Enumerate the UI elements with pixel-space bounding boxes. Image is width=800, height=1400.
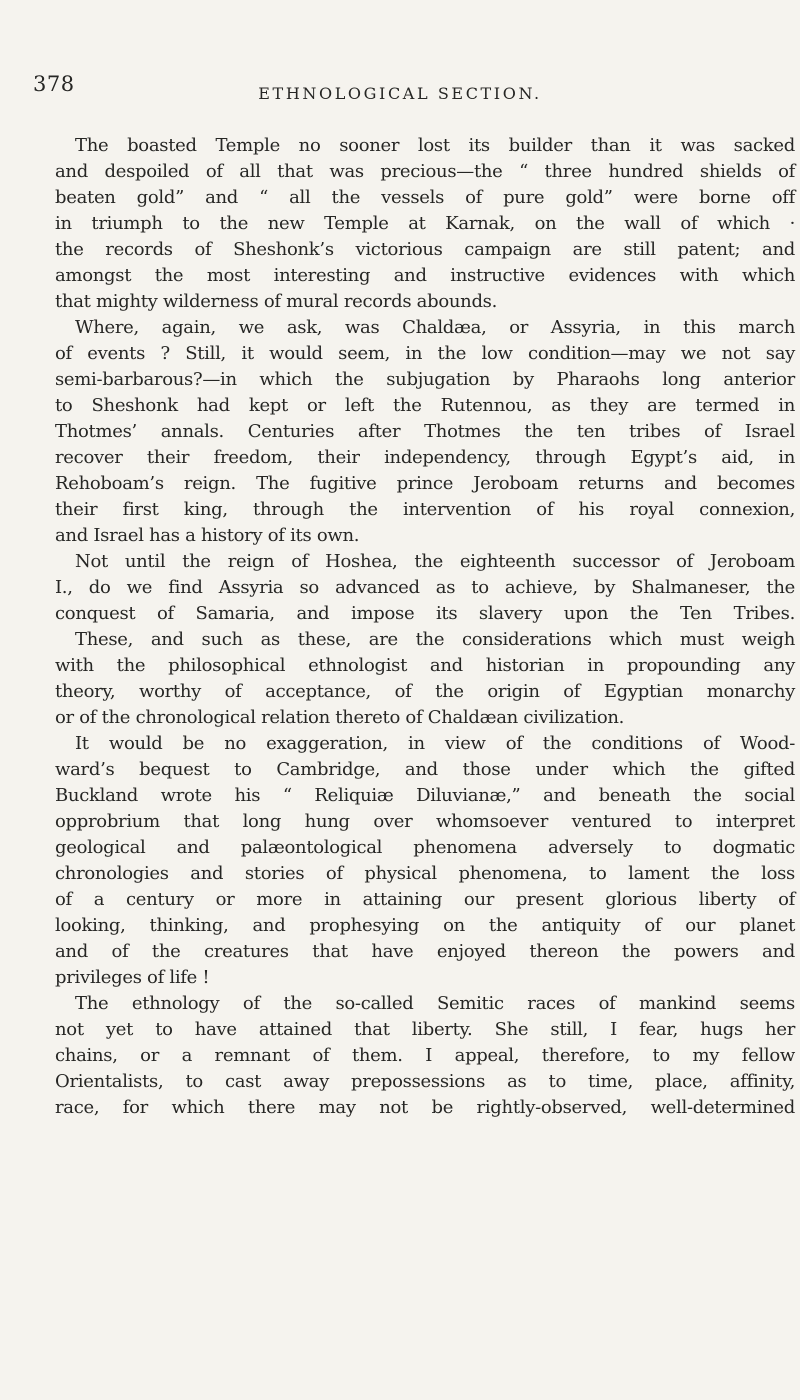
text-line: in triumph to the new Temple at Karnak, on the wall of which · [55, 213, 795, 234]
text-line: chronologies and stories of physical phenomena, to lament the loss [55, 863, 795, 884]
text-line: and Israel has a history of its own. [55, 525, 360, 546]
text-line: geological and palæontological phenomena adversely to dogmatic [55, 837, 795, 858]
text-line: Rehoboam’s reign. The fugitive prince Jeroboam returns and becomes [55, 473, 795, 494]
text-line: Buckland wrote his “ Reliquiæ Diluvianæ,” and beneath the social [55, 785, 795, 806]
text-line: Orientalists, to cast away prepossessions as to time, place, affinity, [55, 1071, 795, 1092]
text-line: or of the chronological relation thereto of Chaldæan civilization. [55, 707, 625, 728]
text-line: theory, worthy of acceptance, of the origin of Egyptian monarchy [55, 681, 795, 702]
text-line: The boasted Temple no sooner lost its builder than it was sacked [75, 135, 795, 156]
text-line: the records of Sheshonk’s victorious campaign are still patent; and [55, 239, 795, 260]
text-line: of events ? Still, it would seem, in the low condition—may we not say [55, 343, 795, 364]
text-line: The ethnology of the so-called Semitic races of mankind seems [75, 993, 795, 1014]
body-text [55, 133, 795, 1121]
text-line: I., do we find Assyria so advanced as to achieve, by Shalmaneser, the [55, 577, 795, 598]
text-line: with the philosophical ethnologist and historian in propounding any [55, 655, 795, 676]
text-line: chains, or a remnant of them. I appeal, therefore, to my fellow [55, 1045, 795, 1066]
running-head: ETHNOLOGICAL SECTION. [258, 84, 542, 103]
text-line: conquest of Samaria, and impose its slavery upon the Ten Tribes. [55, 603, 795, 624]
text-line: recover their freedom, their independency, through Egypt’s aid, in [55, 447, 795, 468]
text-line: ward’s bequest to Cambridge, and those under which the gifted [55, 759, 795, 780]
text-line: It would be no exaggeration, in view of the conditions of Wood- [75, 733, 795, 754]
text-line: amongst the most interesting and instructive evidences with which [55, 265, 795, 286]
page-number: 378 [33, 72, 75, 96]
text-line: Where, again, we ask, was Chaldæa, or Assyria, in this march [75, 317, 795, 338]
text-line: privileges of life ! [55, 967, 210, 988]
text-line: and of the creatures that have enjoyed thereon the powers and [55, 941, 795, 962]
text-line: Not until the reign of Hoshea, the eighteenth successor of Jeroboam [75, 551, 795, 572]
text-line: to Sheshonk had kept or left the Rutennou, as they are termed in [55, 395, 795, 416]
text-line: semi-barbarous?—in which the subjugation by Pharaohs long anterior [55, 369, 795, 390]
text-line: opprobrium that long hung over whomsoever ventured to interpret [55, 811, 795, 832]
text-line: beaten gold” and “ all the vessels of pure gold” were borne off [55, 187, 795, 208]
text-line: These, and such as these, are the considerations which must weigh [75, 629, 795, 650]
text-line: Thotmes’ annals. Centuries after Thotmes the ten tribes of Israel [55, 421, 795, 442]
text-line: their first king, through the intervention of his royal connexion, [55, 499, 795, 520]
text-line: not yet to have attained that liberty. She still, I fear, hugs her [55, 1019, 795, 1040]
text-line: looking, thinking, and prophesying on the antiquity of our planet [55, 915, 795, 936]
text-line: race, for which there may not be rightly-observed, well-determined [55, 1097, 795, 1118]
text-line: that mighty wilderness of mural records abounds. [55, 291, 498, 312]
text-line: and despoiled of all that was precious—the “ three hundred shields of [55, 161, 795, 182]
text-line: of a century or more in attaining our present glorious liberty of [55, 889, 795, 910]
